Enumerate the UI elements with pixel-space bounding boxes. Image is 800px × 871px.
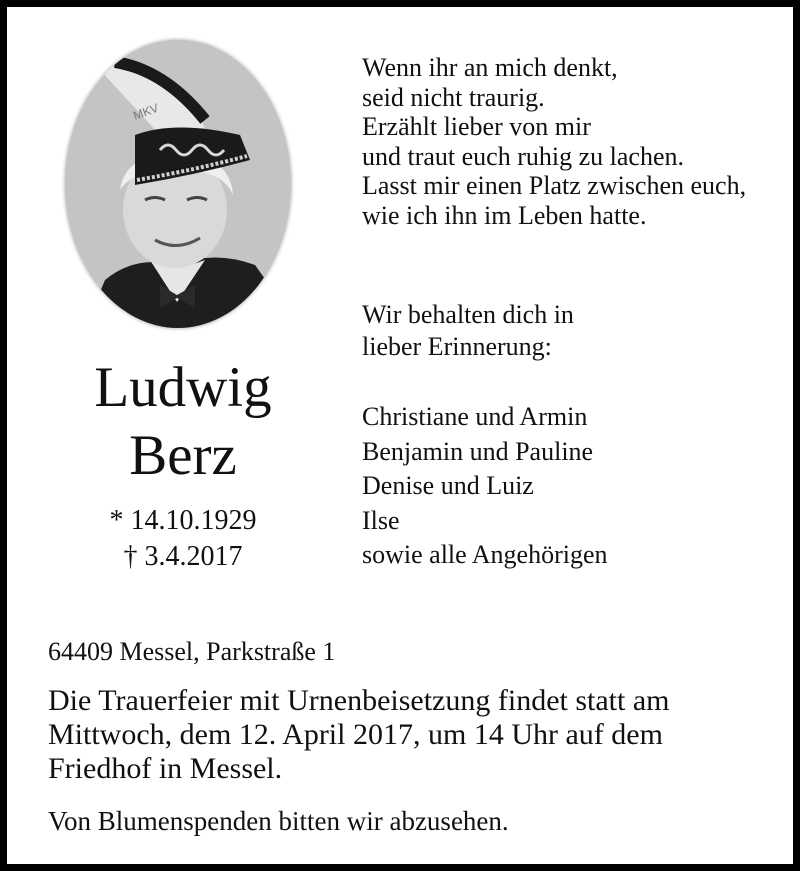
funeral-line: Die Trauerfeier mit Urnenbeisetzung findet statt am <box>48 684 670 717</box>
birth-date: * 14.10.1929 <box>109 505 257 536</box>
poem-line: wie ich ihn im Leben hatte. <box>362 200 647 230</box>
deceased-last-name: Berz <box>129 424 237 487</box>
family-member: Benjamin und Pauline <box>362 436 594 466</box>
poem-line: Wenn ihr an mich denkt, <box>362 53 618 82</box>
poem-line: und traut euch ruhig zu lachen. <box>362 141 684 171</box>
family-member: Ilse <box>362 505 400 535</box>
memory-statement <box>362 299 574 363</box>
life-dates <box>65 503 301 575</box>
poem-line: seid nicht traurig. <box>362 82 545 112</box>
funeral-line: Mittwoch, dem 12. April 2017, um 14 Uhr auf dem <box>48 718 663 751</box>
flowers-note: Von Blumenspenden bitten wir abzusehen. <box>48 806 509 836</box>
poem-line: Erzählt lieber von mir <box>362 112 591 141</box>
family-list <box>362 400 608 573</box>
obituary-card <box>7 7 793 864</box>
svg-text:MKV: MKV <box>131 100 161 123</box>
death-date: † 3.4.2017 <box>123 541 243 572</box>
address: 64409 Messel, Parkstraße 1 <box>48 637 336 666</box>
portrait-image-icon <box>65 40 291 328</box>
portrait-photo <box>65 40 291 328</box>
funeral-line: Friedhof in Messel. <box>48 752 283 785</box>
family-member: Denise und Luiz <box>362 471 534 500</box>
poem-line: Lasst mir einen Platz zwischen euch, <box>362 171 747 200</box>
funeral-notice <box>48 684 788 786</box>
family-member: sowie alle Angehörigen <box>362 540 608 569</box>
family-member: Christiane und Armin <box>362 402 588 431</box>
memory-line: lieber Erinnerung: <box>362 332 552 361</box>
deceased-first-name: Ludwig <box>94 356 272 419</box>
poem <box>362 53 746 230</box>
memory-line: Wir behalten dich in <box>362 300 574 329</box>
